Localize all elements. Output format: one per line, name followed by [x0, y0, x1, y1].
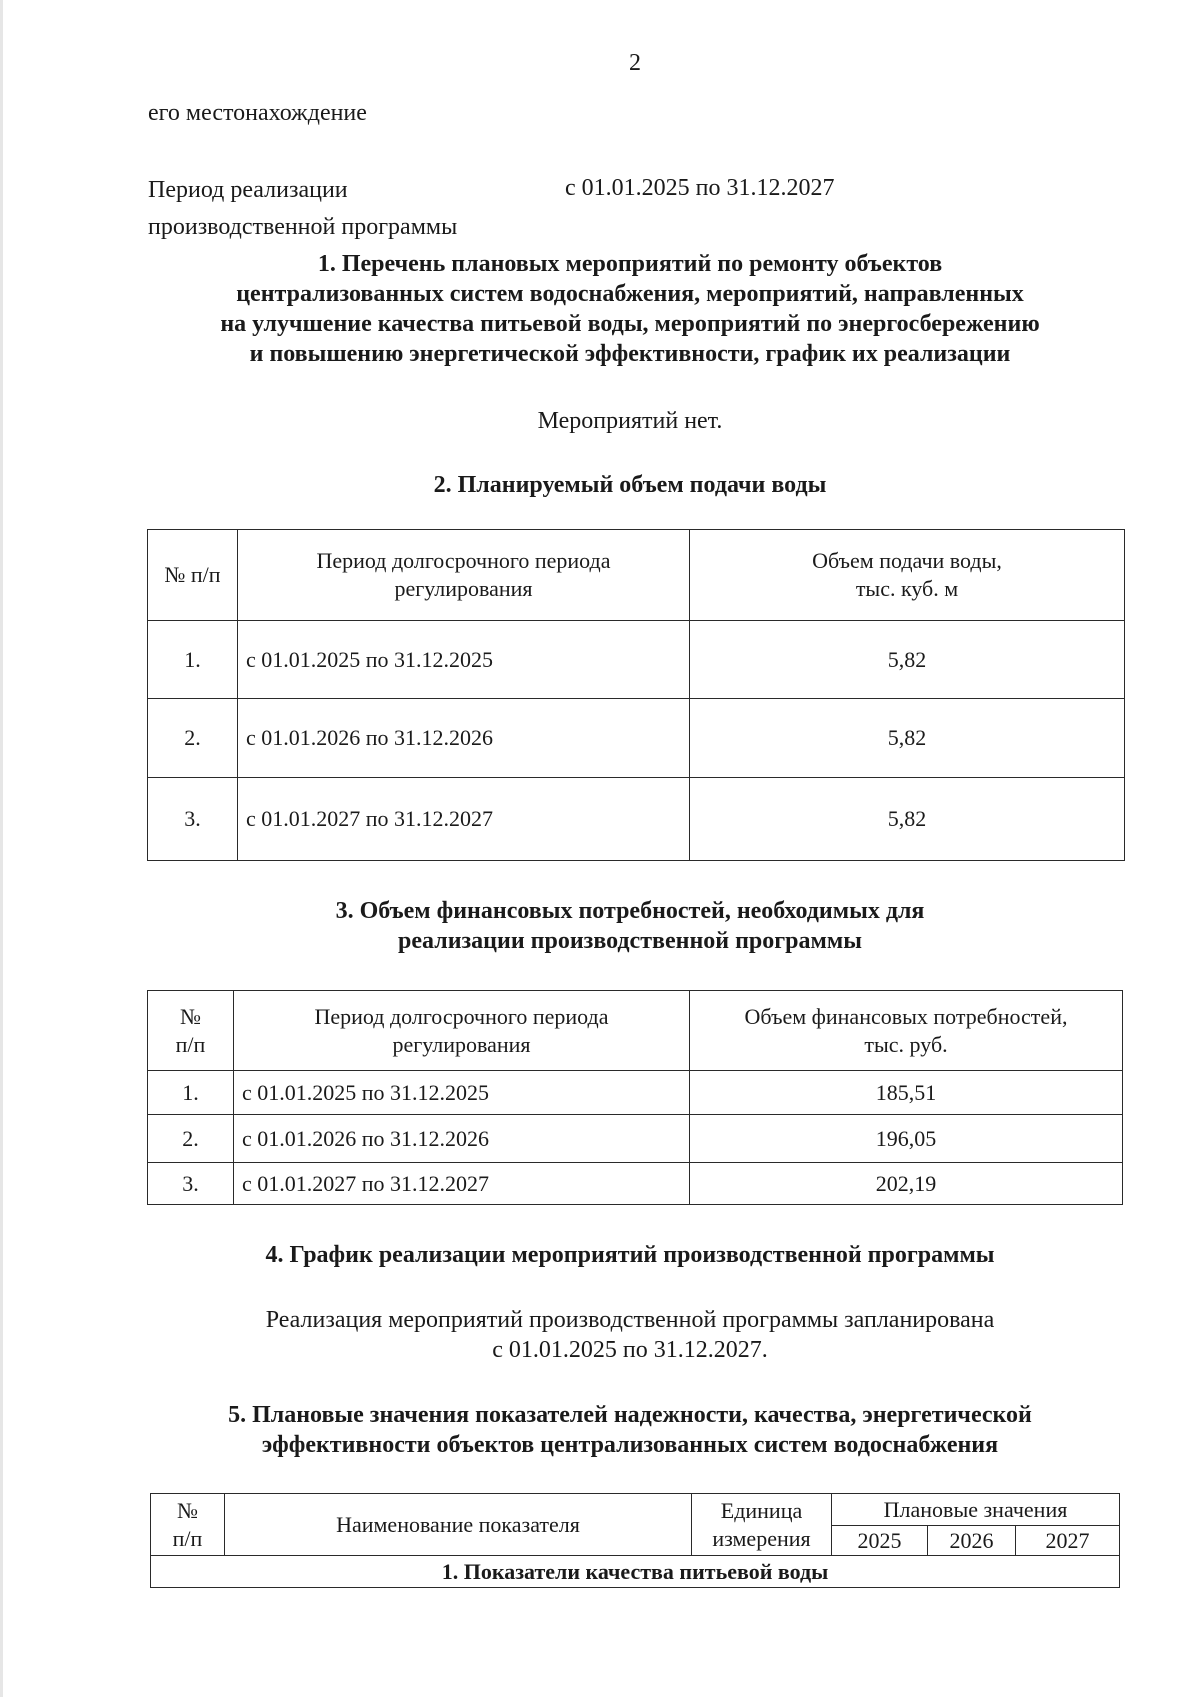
- header-unit-line: Единица: [720, 1497, 803, 1523]
- header-year: 2026: [928, 1526, 1016, 1556]
- header-year: 2027: [1016, 1526, 1120, 1556]
- section-4-title: 4. График реализации мероприятий производственной программы: [265, 1242, 995, 1268]
- row-num: 2.: [148, 699, 238, 778]
- table-header-row: [148, 991, 1123, 1071]
- section-4-text-line: с 01.01.2025 по 31.12.2027.: [492, 1337, 768, 1363]
- row-period: с 01.01.2027 по 31.12.2027: [234, 1163, 690, 1205]
- finance-table: [147, 990, 1123, 1205]
- section-1-title: [130, 249, 1130, 369]
- row-value: 5,82: [690, 778, 1125, 861]
- period-label-line-2: производственной программы: [148, 214, 458, 240]
- row-num: 3.: [148, 1163, 234, 1205]
- indicators-table: [150, 1493, 1120, 1588]
- header-finance-line: Объем финансовых потребностей,: [744, 1003, 1068, 1029]
- section-1-title-line: централизованных систем водоснабжения, мероприятий, направленных: [236, 281, 1024, 307]
- header-year: 2025: [832, 1526, 928, 1556]
- header-unit: [692, 1494, 832, 1556]
- scan-edge: [0, 0, 3, 1697]
- header-period: [234, 991, 690, 1071]
- row-num: 1.: [148, 1071, 234, 1115]
- row-period: с 01.01.2025 по 31.12.2025: [238, 621, 690, 699]
- row-period: с 01.01.2027 по 31.12.2027: [238, 778, 690, 861]
- section-5-title: [130, 1400, 1130, 1460]
- row-num: 1.: [148, 621, 238, 699]
- row-period: с 01.01.2026 по 31.12.2026: [238, 699, 690, 778]
- table-subheader-row: [151, 1556, 1120, 1588]
- section-1-title-line: и повышению энергетической эффективности, график их реализации: [249, 341, 1011, 367]
- header-volume-line: Объем подачи воды,: [812, 548, 1002, 573]
- header-num: № п/п: [148, 530, 238, 621]
- row-period: с 01.01.2025 по 31.12.2025: [234, 1071, 690, 1115]
- section-3-title: [130, 896, 1130, 956]
- header-indicator-name: Наименование показателя: [225, 1494, 692, 1556]
- section-4-text-line: Реализация мероприятий производственной программы запланирована: [265, 1307, 995, 1333]
- water-supply-table: [147, 529, 1125, 861]
- page-number: 2: [629, 50, 641, 76]
- row-value: 202,19: [690, 1163, 1123, 1205]
- row-num: 2.: [148, 1115, 234, 1163]
- table-row: [148, 1071, 1123, 1115]
- header-num: [151, 1494, 225, 1556]
- header-num-line: п/п: [172, 1525, 203, 1551]
- row-value: 196,05: [690, 1115, 1123, 1163]
- header-period-line: регулирования: [392, 1031, 531, 1057]
- header-unit-line: измерения: [712, 1525, 811, 1551]
- section-3-title-line: реализации производственной программы: [398, 928, 862, 954]
- section-5-title-line: эффективности объектов централизованных систем водоснабжения: [261, 1432, 999, 1458]
- header-num-line: №: [180, 1003, 201, 1029]
- header-num: [148, 991, 234, 1071]
- row-value: 5,82: [690, 699, 1125, 778]
- header-period-line: Период долгосрочного периода: [316, 548, 611, 573]
- header-period-line: Период долгосрочного периода: [314, 1003, 609, 1029]
- header-volume: [690, 530, 1125, 621]
- header-num-line: п/п: [175, 1031, 206, 1057]
- table-row: [148, 621, 1125, 699]
- header-finance-line: тыс. руб.: [864, 1031, 948, 1057]
- header-period-line: регулирования: [394, 576, 533, 601]
- table-row: [148, 778, 1125, 861]
- section-3-title-line: 3. Объем финансовых потребностей, необходимых для: [335, 898, 925, 924]
- table-row: [148, 1115, 1123, 1163]
- subheader-drinking-water-quality: 1. Показатели качества питьевой воды: [151, 1556, 1120, 1588]
- table-header-row: [151, 1494, 1120, 1526]
- header-volume-line: тыс. куб. м: [855, 576, 959, 601]
- table-header-row: [148, 530, 1125, 621]
- header-finance: [690, 991, 1123, 1071]
- row-value: 5,82: [690, 621, 1125, 699]
- period-value: с 01.01.2025 по 31.12.2027: [565, 175, 835, 201]
- section-4-text: [130, 1305, 1130, 1365]
- section-1-note: Мероприятий нет.: [537, 408, 723, 434]
- row-value: 185,51: [690, 1071, 1123, 1115]
- location-line: его местонахождение: [148, 100, 367, 126]
- section-5-title-line: 5. Плановые значения показателей надежности, качества, энергетической: [228, 1402, 1032, 1428]
- table-row: [148, 699, 1125, 778]
- header-period: [238, 530, 690, 621]
- table-row: [148, 1163, 1123, 1205]
- header-num-line: №: [177, 1497, 198, 1523]
- row-num: 3.: [148, 778, 238, 861]
- row-period: с 01.01.2026 по 31.12.2026: [234, 1115, 690, 1163]
- header-planned-values: Плановые значения: [832, 1494, 1120, 1526]
- section-1-title-line: на улучшение качества питьевой воды, мероприятий по энергосбережению: [220, 311, 1040, 337]
- section-1-title-line: 1. Перечень плановых мероприятий по ремонту объектов: [317, 251, 943, 277]
- section-2-title: 2. Планируемый объем подачи воды: [433, 472, 827, 498]
- period-label-line-1: Период реализации: [148, 177, 348, 203]
